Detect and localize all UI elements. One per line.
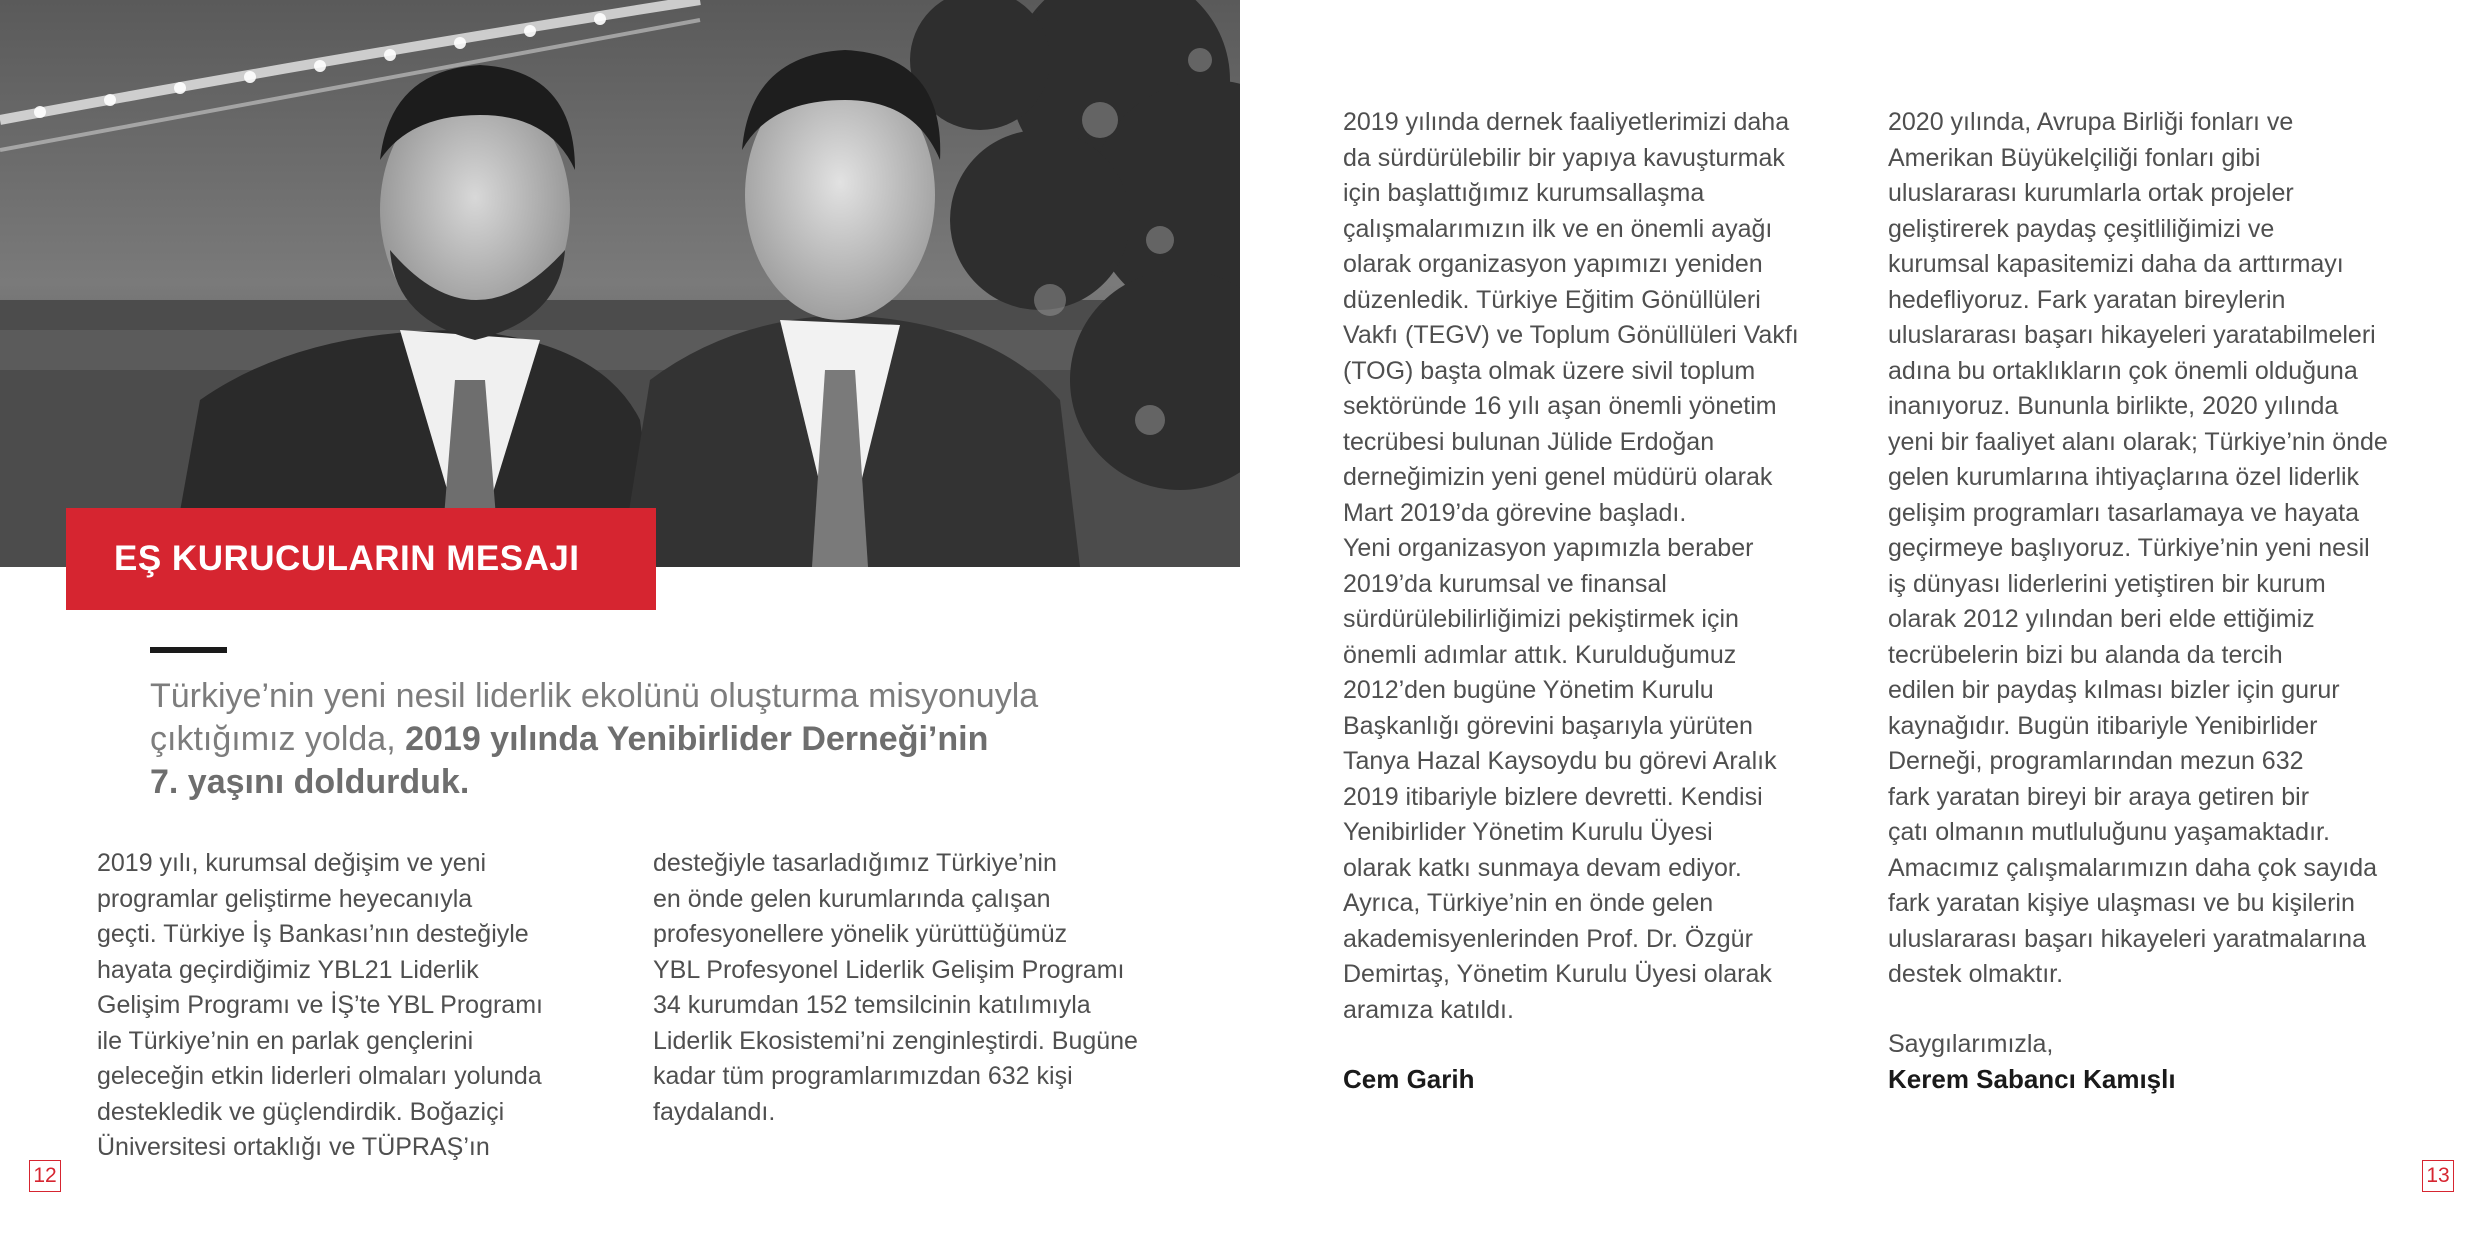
- text-line: edilen bir paydaş kılması bizler için gurur: [1888, 676, 2340, 704]
- closing-greeting: Saygılarımızla,: [1888, 1030, 2054, 1058]
- text-line: geleceğin etkin liderleri olmaları yolunda: [97, 1062, 542, 1090]
- text-line: kaynağıdır. Bugün itibariyle Yenibirlider: [1888, 711, 2318, 740]
- text-line: olarak katkı sunmaya devam ediyor.: [1343, 853, 1742, 882]
- text-line: 2019 itibariyle bizlere devretti. Kendisi: [1343, 782, 1763, 811]
- text-line: olarak organizasyon yapımızı yeniden: [1343, 250, 1763, 278]
- text-line: 2019 yılı, kurumsal değişim ve yeni: [97, 849, 487, 877]
- lead-line-1: Türkiye’nin yeni nesil liderlik ekolünü oluşturma misyonuyla: [150, 677, 1039, 715]
- text-line: için başlattığımız kurumsallaşma: [1343, 179, 1705, 207]
- text-line: profesyonellere yönelik yürüttüğümüz: [653, 920, 1068, 948]
- lead-line-2: [150, 718, 1110, 761]
- text-line: çatı olmanın mutluluğunu yaşamaktadır.: [1888, 818, 2330, 846]
- cofounders-photo: [0, 0, 1240, 567]
- text-line: derneğimizin yeni genel müdürü olarak: [1343, 463, 1773, 491]
- text-line: en önde gelen kurumlarında çalışan: [653, 884, 1051, 913]
- text-line: faydalandı.: [653, 1097, 776, 1126]
- lead-line-2-normal: çıktığımız yolda,: [150, 720, 406, 758]
- text-line: aramıza katıldı.: [1343, 995, 1514, 1024]
- text-line: 34 kurumdan 152 temsilcinin katılımıyla: [653, 991, 1091, 1019]
- text-line: 2019 yılında dernek faaliyetlerimizi daha: [1343, 108, 1790, 136]
- text-line: 2020 yılında, Avrupa Birliği fonları ve: [1888, 108, 2294, 136]
- body-column-1: [97, 846, 597, 1166]
- text-line: kurumsal kapasitemizi daha da arttırmayı: [1888, 250, 2344, 278]
- text-line: Vakfı (TEGV) ve Toplum Gönüllüleri Vakfı: [1343, 321, 1799, 349]
- section-title: EŞ KURUCULARIN MESAJI: [114, 539, 580, 578]
- text-line: inanıyoruz. Bununla birlikte, 2020 yılında: [1888, 392, 2339, 420]
- signature-cem-garih: Cem Garih: [1343, 1064, 1475, 1094]
- text-line: Ayrıca, Türkiye’nin en önde gelen: [1343, 889, 1714, 917]
- text-line: olarak 2012 yılından beri elde ettiğimiz: [1888, 605, 2315, 633]
- text-line: çalışmalarımızın ilk ve en önemli ayağı: [1343, 214, 1773, 243]
- text-line: tecrübesi bulunan Jülide Erdoğan: [1343, 427, 1715, 456]
- page-number-left: 12: [29, 1160, 61, 1192]
- body-column-2: [653, 846, 1173, 1130]
- text-line: geçirmeye başlıyoruz. Türkiye’nin yeni nesil: [1888, 534, 2370, 562]
- body-column-3: [1343, 105, 1843, 1028]
- text-line: hedefliyoruz. Fark yaratan bireylerin: [1888, 285, 2286, 314]
- text-line: düzenledik. Türkiye Eğitim Gönüllüleri: [1343, 285, 1761, 314]
- text-line: Başkanlığı görevini başarıyla yürüten: [1343, 711, 1753, 740]
- text-line: uluslararası başarı hikayeleri yaratabilmeleri: [1888, 321, 2376, 349]
- text-line: (TOG) başta olmak üzere sivil toplum: [1343, 356, 1756, 385]
- text-line: desteğiyle tasarladığımız Türkiye’nin: [653, 849, 1057, 877]
- text-line: Amacımız çalışmalarımızın daha çok sayıda: [1888, 853, 2378, 882]
- accent-divider: [150, 647, 227, 653]
- text-line: destek olmaktır.: [1888, 960, 2064, 988]
- text-line: önemli adımlar attık. Kurulduğumuz: [1343, 640, 1737, 669]
- text-line: Liderlik Ekosistemi’ni zenginleştirdi. Bugüne: [653, 1026, 1138, 1055]
- lead-line-3-bold: 7. yaşını doldurduk.: [150, 763, 470, 801]
- text-line: 2019’da kurumsal ve finansal: [1343, 569, 1667, 598]
- signature-kerem-sabanci-kamisli: Kerem Sabancı Kamışlı: [1888, 1064, 2176, 1094]
- text-line: uluslararası başarı hikayeleri yaratmalarına: [1888, 924, 2366, 953]
- text-line: gelişim programları tasarlamaya ve hayata: [1888, 498, 2360, 527]
- text-line: Tanya Hazal Kaysoydu bu görevi Aralık: [1343, 747, 1777, 775]
- lead-quote: [150, 675, 1110, 804]
- text-line: geçti. Türkiye İş Bankası’nın desteğiyle: [97, 920, 529, 948]
- text-line: hayata geçirdiğimiz YBL21 Liderlik: [97, 955, 479, 984]
- text-line: YBL Profesyonel Liderlik Gelişim Programı: [653, 955, 1125, 984]
- text-line: geliştirerek paydaş çeşitliliğimizi ve: [1888, 214, 2275, 243]
- text-line: sürdürülebilirliğimizi pekiştirmek için: [1343, 605, 1739, 633]
- text-line: 2012’den bugüne Yönetim Kurulu: [1343, 676, 1714, 704]
- text-line: sektöründe 16 yılı aşan önemli yönetim: [1343, 392, 1777, 420]
- body-column-4: [1888, 105, 2428, 993]
- section-title-banner: [66, 508, 656, 610]
- text-line: Derneği, programlarından mezun 632: [1888, 747, 2304, 775]
- text-line: iş dünyası liderlerini yetiştiren bir kurum: [1888, 569, 2326, 598]
- text-line: Üniversitesi ortaklığı ve TÜPRAŞ’ın: [97, 1133, 490, 1161]
- lead-line-2-bold: 2019 yılında Yenibirlider Derneği’nin: [405, 720, 989, 758]
- text-line: fark yaratan bireyi bir araya getiren bir: [1888, 782, 2310, 811]
- text-line: Yeni organizasyon yapımızla beraber: [1343, 534, 1754, 562]
- text-line: ile Türkiye’nin en parlak gençlerini: [97, 1026, 474, 1055]
- text-line: da sürdürülebilir bir yapıya kavuşturmak: [1343, 143, 1785, 172]
- text-line: programlar geliştirme heyecanıyla: [97, 884, 473, 913]
- text-line: tecrübelerin bizi bu alanda da tercih: [1888, 640, 2283, 669]
- text-line: adına bu ortaklıkların çok önemli olduğuna: [1888, 356, 2358, 385]
- text-line: Amerikan Büyükelçiliği fonları gibi: [1888, 143, 2261, 172]
- text-line: destekledik ve güçlendirdik. Boğaziçi: [97, 1097, 505, 1126]
- text-line: kadar tüm programlarımızdan 632 kişi: [653, 1062, 1073, 1090]
- text-line: Yenibirlider Yönetim Kurulu Üyesi: [1343, 818, 1713, 846]
- text-line: fark yaratan kişiye ulaşması ve bu kişilerin: [1888, 889, 2355, 917]
- text-line: Mart 2019’da görevine başladı.: [1343, 498, 1687, 527]
- text-line: uluslararası kurumlarla ortak projeler: [1888, 179, 2294, 207]
- text-line: Gelişim Programı ve İŞ’te YBL Programı: [97, 991, 543, 1019]
- text-line: yeni bir faaliyet alanı olarak; Türkiye’nin önde: [1888, 427, 2388, 456]
- text-line: gelen kurumlarına ihtiyaçlarına özel liderlik: [1888, 463, 2360, 491]
- lead-line-3: [150, 761, 1110, 804]
- text-line: akademisyenlerinden Prof. Dr. Özgür: [1343, 924, 1753, 953]
- text-line: Demirtaş, Yönetim Kurulu Üyesi olarak: [1343, 960, 1772, 988]
- page-number-right: 13: [2422, 1160, 2454, 1192]
